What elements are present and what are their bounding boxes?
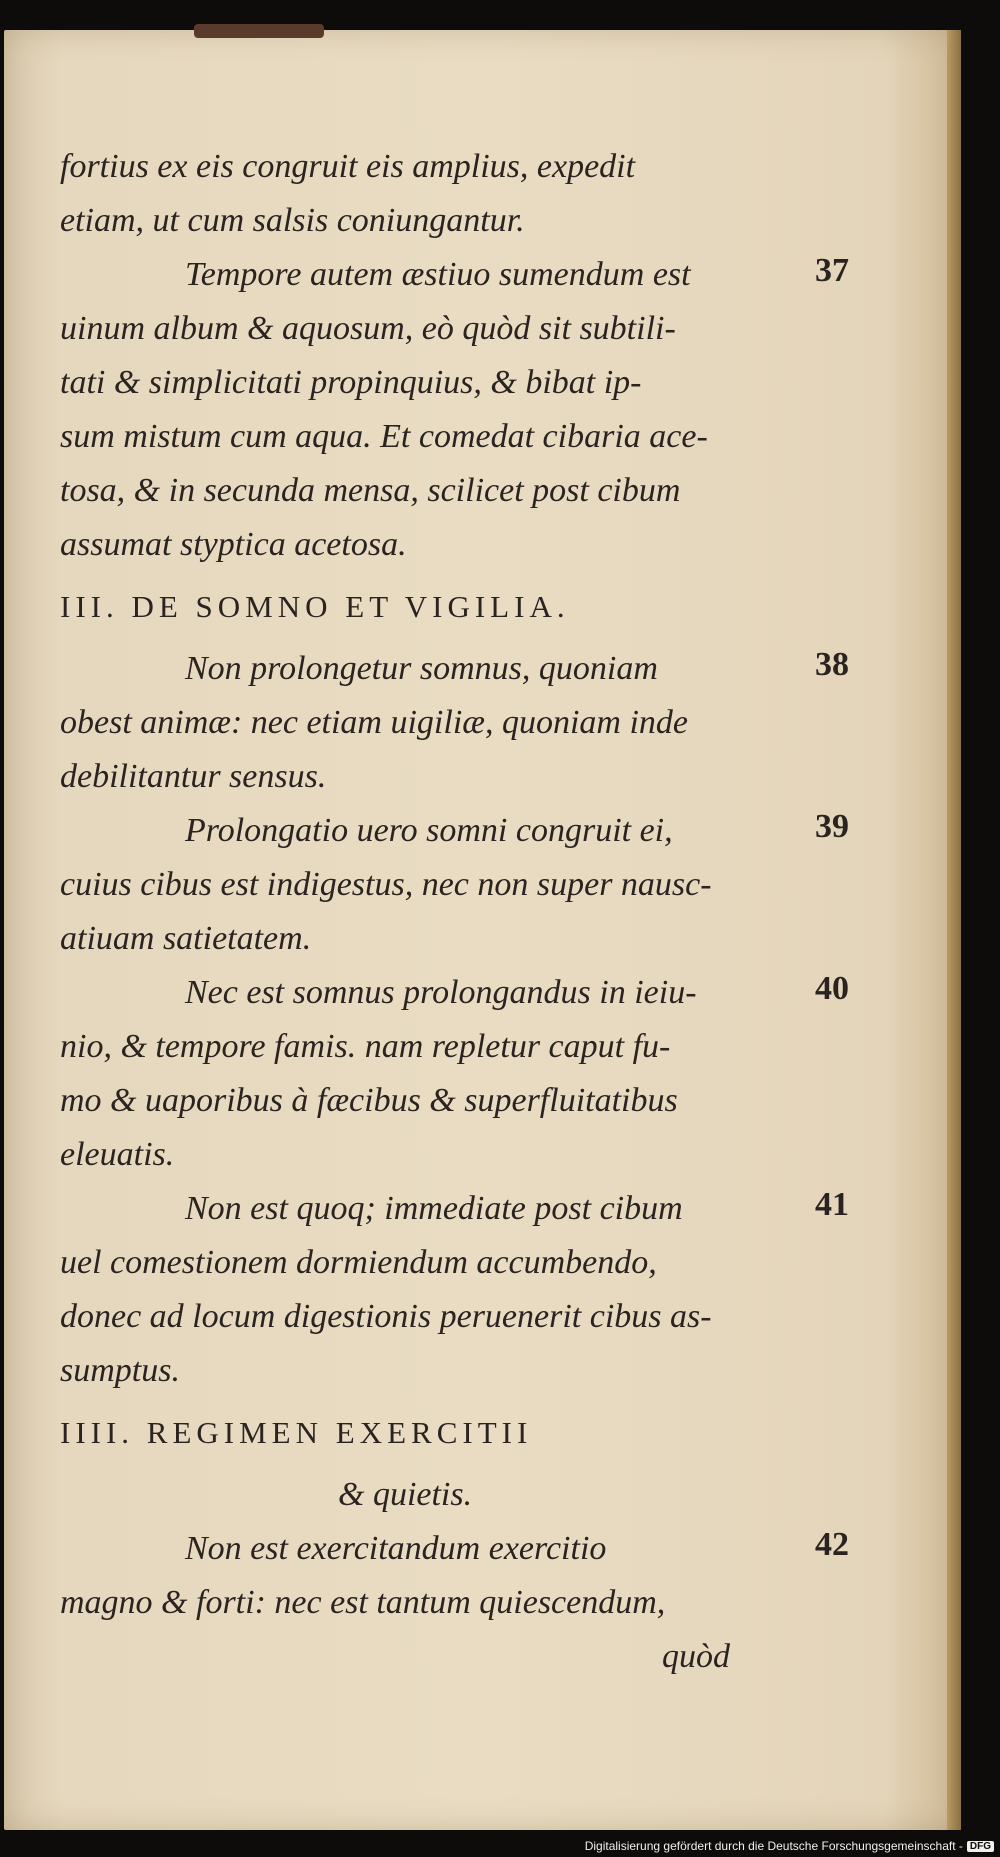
text-line: donec ad locum digestionis peruenerit cibus as- [60, 1298, 712, 1335]
text-line: Nec est somnus prolongandus in ieiu- [185, 974, 697, 1011]
text-line: tosa, & in secunda mensa, scilicet post cibum [60, 472, 681, 509]
text-line: sumptus. [60, 1352, 180, 1389]
text-line: magno & forti: nec est tantum quiescendum, [60, 1584, 666, 1621]
text-line: assumat styptica acetosa. [60, 526, 407, 563]
text-line: etiam, ut cum salsis coniungantur. [60, 202, 525, 239]
dfg-logo-icon: DFG [967, 1841, 994, 1852]
book-spine [947, 30, 961, 1830]
section-heading: III. DE SOMNO ET VIGILIA. [60, 589, 570, 624]
section-heading: IIII. REGIMEN EXERCITII [60, 1415, 533, 1450]
text-line: Prolongatio uero somni congruit ei, [185, 812, 673, 849]
text-line: eleuatis. [60, 1136, 175, 1173]
catchword: quòd [662, 1638, 730, 1675]
text-line: tati & simplicitati propinquius, & bibat ip- [60, 364, 642, 401]
text-line: fortius ex eis congruit eis amplius, expedit [60, 148, 636, 185]
margin-number: 38 [815, 646, 849, 683]
page-edge-mark [194, 24, 324, 38]
text-line: nio, & tempore famis. nam repletur caput fu- [60, 1028, 671, 1065]
margin-number: 37 [815, 252, 849, 289]
text-line: Tempore autem æstiuo sumendum est [185, 256, 691, 293]
margin-number: 41 [815, 1186, 849, 1223]
text-line: mo & uaporibus à fæcibus & superfluitatibus [60, 1082, 678, 1119]
text-line: Non est exercitandum exercitio [185, 1530, 607, 1567]
text-line: obest animæ: nec etiam uigiliæ, quoniam inde [60, 704, 688, 741]
text-line: sum mistum cum aqua. Et comedat cibaria ace- [60, 418, 708, 455]
page-text-block [60, 140, 730, 1684]
text-line: Non prolongetur somnus, quoniam [185, 650, 658, 687]
text-line: debilitantur sensus. [60, 758, 327, 795]
section-subheading: & quietis. [338, 1476, 473, 1513]
margin-number: 39 [815, 808, 849, 845]
text-line: cuius cibus est indigestus, nec non super nausc- [60, 866, 712, 903]
text-line: uinum album & aquosum, eò quòd sit subtili- [60, 310, 676, 347]
text-line: uel comestionem dormiendum accumbendo, [60, 1244, 657, 1281]
footer-text: Digitalisierung gefördert durch die Deutsche Forschungsgemeinschaft - [584, 1839, 963, 1853]
text-line: atiuam satietatem. [60, 920, 312, 957]
digitization-footer [585, 1839, 994, 1853]
margin-number: 42 [815, 1526, 849, 1563]
margin-number: 40 [815, 970, 849, 1007]
text-line: Non est quoq; immediate post cibum [185, 1190, 683, 1227]
